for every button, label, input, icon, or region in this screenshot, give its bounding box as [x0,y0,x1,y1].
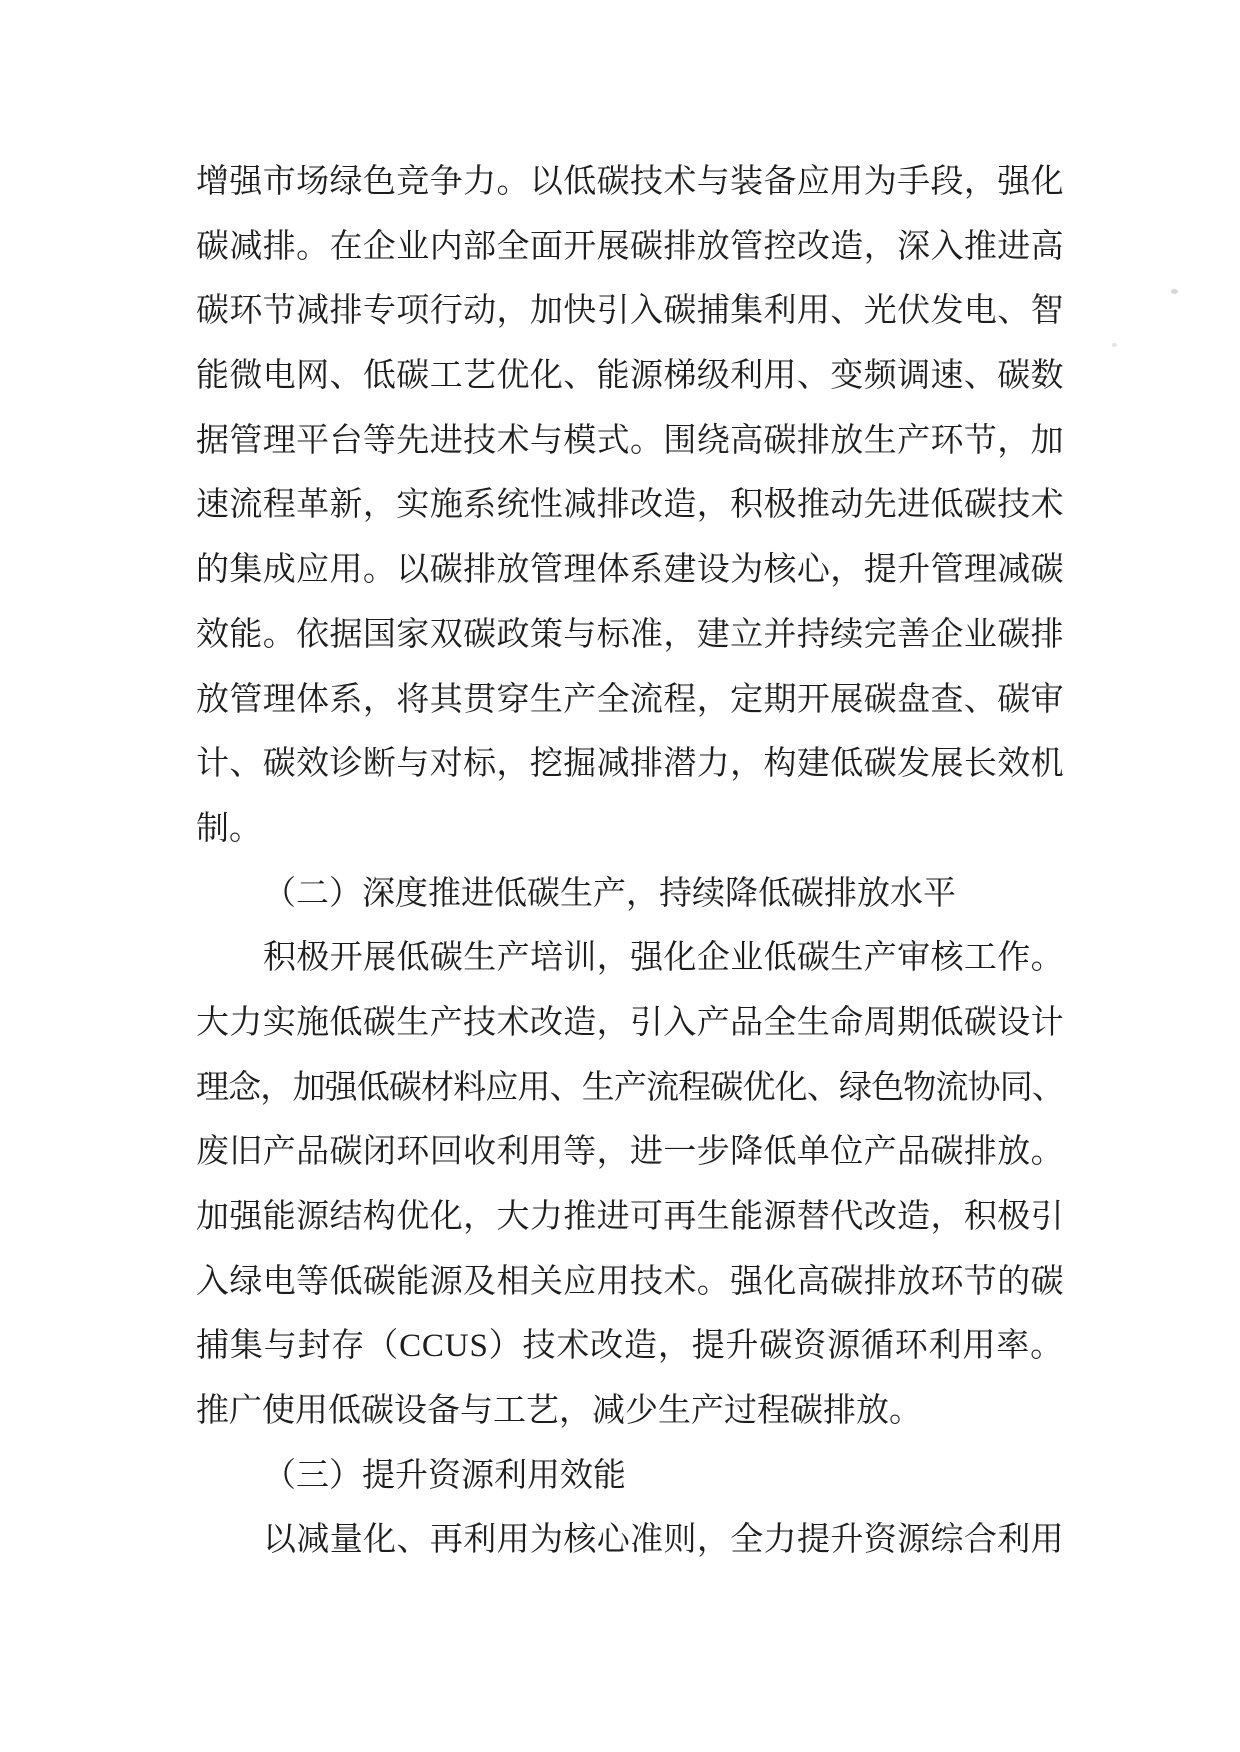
text-line: 碳减排。在企业内部全面开展碳排放管控改造，深入推进高 [196,228,1064,265]
text-line: 废旧产品碳闭环回收利用等，进一步降低单位产品碳排放。 [196,1134,1064,1171]
text-line: （二）深度推进低碳生产，持续降低碳排放水平 [263,875,956,912]
text-line: 理念，加强低碳材料应用、生产流程碳优化、绿色物流协同、 [196,1069,1065,1106]
text-line: 增强市场绿色竞争力。以低碳技术与装备应用为手段，强化 [196,164,1064,200]
text-line: 加强能源结构优化，大力推进可再生能源替代改造，积极引 [196,1199,1064,1235]
text-line: 碳环节减排专项行动，加快引入碳捕集利用、光伏发电、智 [196,293,1064,330]
document-text-block [196,150,1064,1573]
text-line: 放管理体系，将其贯穿生产全流程，定期开展碳盘查、碳审 [196,681,1064,718]
text-line: 捕集与封存（CCUS）技术改造，提升碳资源循环利用率。 [196,1328,1064,1365]
text-line: 推广使用低碳设备与工艺，减少生产过程碳排放。 [196,1393,922,1430]
text-line: 制。 [196,810,262,847]
text-line: 积极开展低碳生产培训，强化企业低碳生产审核工作。 [263,940,1064,977]
text-line: 以减量化、再利用为核心准则，全力提升资源综合利用 [263,1522,1064,1559]
text-line: 据管理平台等先进技术与模式。围绕高碳排放生产环节，加 [196,422,1064,459]
scan-speck [1171,289,1178,294]
text-line: （三）提升资源利用效能 [263,1457,626,1494]
text-line: 速流程革新，实施系统性减排改造，积极推动先进低碳技术 [196,487,1064,524]
text-line: 大力实施低碳生产技术改造，引入产品全生命周期低碳设计 [196,1004,1064,1041]
text-line: 能微电网、低碳工艺优化、能源梯级利用、变频调速、碳数 [196,358,1064,395]
text-line: 计、碳效诊断与对标，挖掘减排潜力，构建低碳发展长效机 [196,746,1064,783]
text-line: 的集成应用。以碳排放管理体系建设为核心，提升管理减碳 [196,552,1064,589]
text-line: 入绿电等低碳能源及相关应用技术。强化高碳排放环节的碳 [196,1263,1064,1300]
scan-speck [1112,343,1117,347]
text-line: 效能。依据国家双碳政策与标准，建立并持续完善企业碳排 [196,616,1064,653]
